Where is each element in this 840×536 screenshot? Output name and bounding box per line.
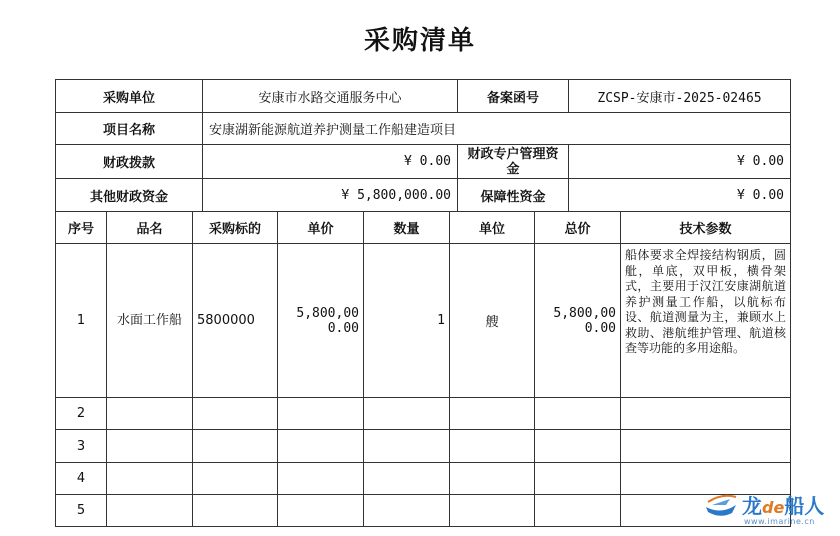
purchasing-unit-label: 采购单位 xyxy=(56,80,203,113)
fiscal-appropriation-label: 财政拨款 xyxy=(56,145,203,179)
col-header-total: 总价 xyxy=(535,212,621,244)
record-number-value: ZCSP-安康市-2025-02465 xyxy=(569,80,791,113)
row-no: 4 xyxy=(56,463,107,495)
col-header-no: 序号 xyxy=(56,212,107,244)
special-account-fund-label: 财政专户管理资金 xyxy=(458,145,569,179)
row-unit: 艘 xyxy=(450,244,535,398)
col-header-spec: 技术参数 xyxy=(621,212,791,244)
row-total: 5,800,000.00 xyxy=(535,244,621,398)
table-row xyxy=(56,244,791,398)
guarantee-fund-value: ¥ 0.00 xyxy=(569,179,791,212)
row-item-name: 水面工作船 xyxy=(107,244,193,398)
table-row xyxy=(56,430,791,463)
table-row xyxy=(56,398,791,430)
fiscal-appropriation-value: ¥ 0.00 xyxy=(203,145,458,179)
record-number-label: 备案函号 xyxy=(458,80,569,113)
special-account-fund-value: ¥ 0.00 xyxy=(569,145,791,179)
col-header-target: 采购标的 xyxy=(193,212,278,244)
col-header-unit-price: 单价 xyxy=(278,212,364,244)
table-row xyxy=(56,463,791,495)
project-name-value: 安康湖新能源航道养护测量工作船建造项目 xyxy=(203,113,791,145)
row-no: 2 xyxy=(56,398,107,430)
row-quantity: 1 xyxy=(364,244,450,398)
page-title: 采购清单 xyxy=(363,26,476,56)
purchasing-unit-value: 安康市水路交通服务中心 xyxy=(203,80,458,113)
row-unit-price: 5,800,000.00 xyxy=(278,244,364,398)
row-target: 5800000 xyxy=(193,244,278,398)
items-table xyxy=(55,211,791,527)
col-header-name: 品名 xyxy=(107,212,193,244)
watermark-logo xyxy=(704,490,834,530)
guarantee-fund-label: 保障性资金 xyxy=(458,179,569,212)
row-no: 3 xyxy=(56,430,107,463)
row-no: 5 xyxy=(56,495,107,527)
col-header-unit: 单位 xyxy=(450,212,535,244)
procurement-info-table xyxy=(55,79,791,212)
other-fiscal-fund-value: ¥ 5,800,000.00 xyxy=(203,179,458,212)
row-technical-spec: 船体要求全焊接结构钢质，圆舭，单底，双甲板，横骨架式，主要用于汉江安康湖航道养护测量工作船，以航标布设、航道测量为主，兼顾水上救助、港航维护管理、航道核查等功能的多用途船。 xyxy=(621,244,791,398)
project-name-label: 项目名称 xyxy=(56,113,203,145)
watermark-url: www.imarine.cn xyxy=(744,517,815,526)
watermark-brand: 龙de船人 xyxy=(742,494,825,518)
other-fiscal-fund-label: 其他财政资金 xyxy=(56,179,203,212)
ship-logo-icon xyxy=(704,493,738,517)
table-row xyxy=(56,495,791,527)
row-no: 1 xyxy=(56,244,107,398)
col-header-quantity: 数量 xyxy=(364,212,450,244)
